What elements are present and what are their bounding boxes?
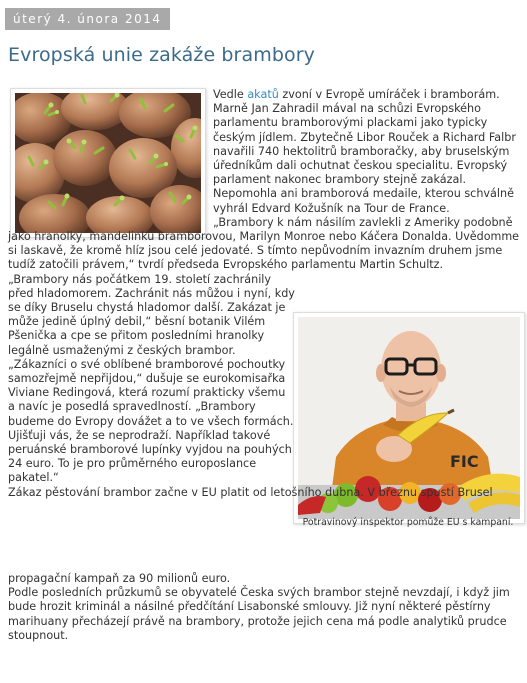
text-fragment: Vedle (213, 88, 248, 101)
paragraph-line (213, 88, 500, 102)
paragraph-line: navařili 740 hektolitrů bramboračky, aby bruselským (213, 144, 510, 158)
paragraph-line: si laskavě, že kromě hlíz jsou celé jedovaté. S tímto nepůvodním invazním druhem jsme (8, 244, 503, 258)
paragraph-line: jako hranolky, mandelinku bramborovou, Marilyn Monroe nebo Káčera Donalda. Uvědomme (8, 230, 519, 243)
paragraph-line: Nepomohla ani bramborová medaile, kterou schválně (213, 187, 514, 201)
post-date: úterý 4. února 2014 (5, 8, 170, 30)
paragraph-line: marihuany přecházejí právě na brambory, protože jejich cena má podle analytiků prudce (8, 614, 507, 628)
paragraph-line: Zákaz pěstování brambor začne v EU platit od letošního dubna. V březnu spustí Brusel (8, 485, 493, 499)
potatoes-image (15, 93, 201, 233)
paragraph-line: může jedině úplný debil,“ běsní botanik Vilém (8, 315, 266, 329)
paragraph-line: pakatel.“ (8, 471, 59, 485)
paragraph-line: Pšenička a cpe se přitom posledními hranolky (8, 329, 265, 343)
paragraph-line: „Brambory k nám násilím zavlekli z Ameriky podobně (213, 215, 513, 229)
text-fragment: zvoní v Evropě umíráček i bramborám. (282, 88, 500, 101)
paragraph-line: bude hrozit kriminál a násilné předčítání Lisabonské smlouvy. Již nyní některé pěstírny (8, 600, 491, 614)
svg-text:FIC: FIC (450, 452, 479, 471)
paragraph-line: legálně usmaženými z českých brambor. (8, 343, 236, 357)
paragraph-line: parlamentu bramborovými plackami jako typicky (213, 116, 488, 130)
potatoes-photo (10, 88, 206, 238)
paragraph-line: před hladomorem. Zachránit nás můžou i nyní, kdy (8, 286, 295, 300)
paragraph-line: budeme do Evropy dovážet a to ve všech formách. (8, 414, 294, 428)
paragraph-line: vyhrál Edvard Kožušník na Tour de France. (213, 201, 450, 215)
paragraph-line: „Zákazníci o své oblíbené bramborové pochoutky (8, 357, 286, 371)
image-caption: Potravinový inspektor pomůže EU s kampaní. (302, 517, 514, 528)
post-title[interactable]: Evropská unie zakáže brambory (8, 44, 315, 66)
paragraph-line: peruánské bramborové lupínky vyjdou na pouhých (8, 443, 292, 456)
paragraph-line: „Brambory nás počátkem 19. století zachránily (8, 272, 272, 286)
paragraph-line: českým jídlem. Zbytečně Libor Rouček a Richard Falbr (213, 130, 516, 144)
paragraph-line: Ujišťuji vás, že se neprodraží. Například takové (8, 428, 271, 442)
akatu-link[interactable]: akatů (247, 88, 279, 101)
paragraph-line: se díky Bruselu chystá hladomor další. Zakázat je (8, 301, 286, 314)
paragraph-line: úředníkům dali ochutnat českou specialitu. Evropský (213, 159, 508, 172)
paragraph-line: Viviane Redingová, která rozumí prakticky všemu (8, 386, 286, 400)
paragraph-line: samozřejmě nepřijdou,“ dušuje se eurokomisařka (8, 372, 286, 385)
paragraph-line: parlament nakonec brambory stejně zakázal. (213, 173, 467, 187)
paragraph-line: 24 euro. To je pro průměrného europoslance (8, 457, 257, 471)
paragraph-line: stoupnout. (8, 628, 69, 642)
paragraph-line: propagační kampaň za 90 milionů euro. (8, 572, 231, 585)
paragraph-line: Podle posledních průzkumů se obyvatelé Česka svých brambor stejně nevzdají, i když jim (8, 586, 510, 600)
paragraph-line: a navíc je posedlá spravedlností. „Brambory (8, 400, 256, 414)
paragraph-line: Marně Jan Zahradil mával na schůzi Evropského (213, 102, 481, 116)
paragraph-line: tudíž zatočili právem,“ tvrdí předseda Evropského parlamentu Martin Schultz. (8, 258, 444, 272)
